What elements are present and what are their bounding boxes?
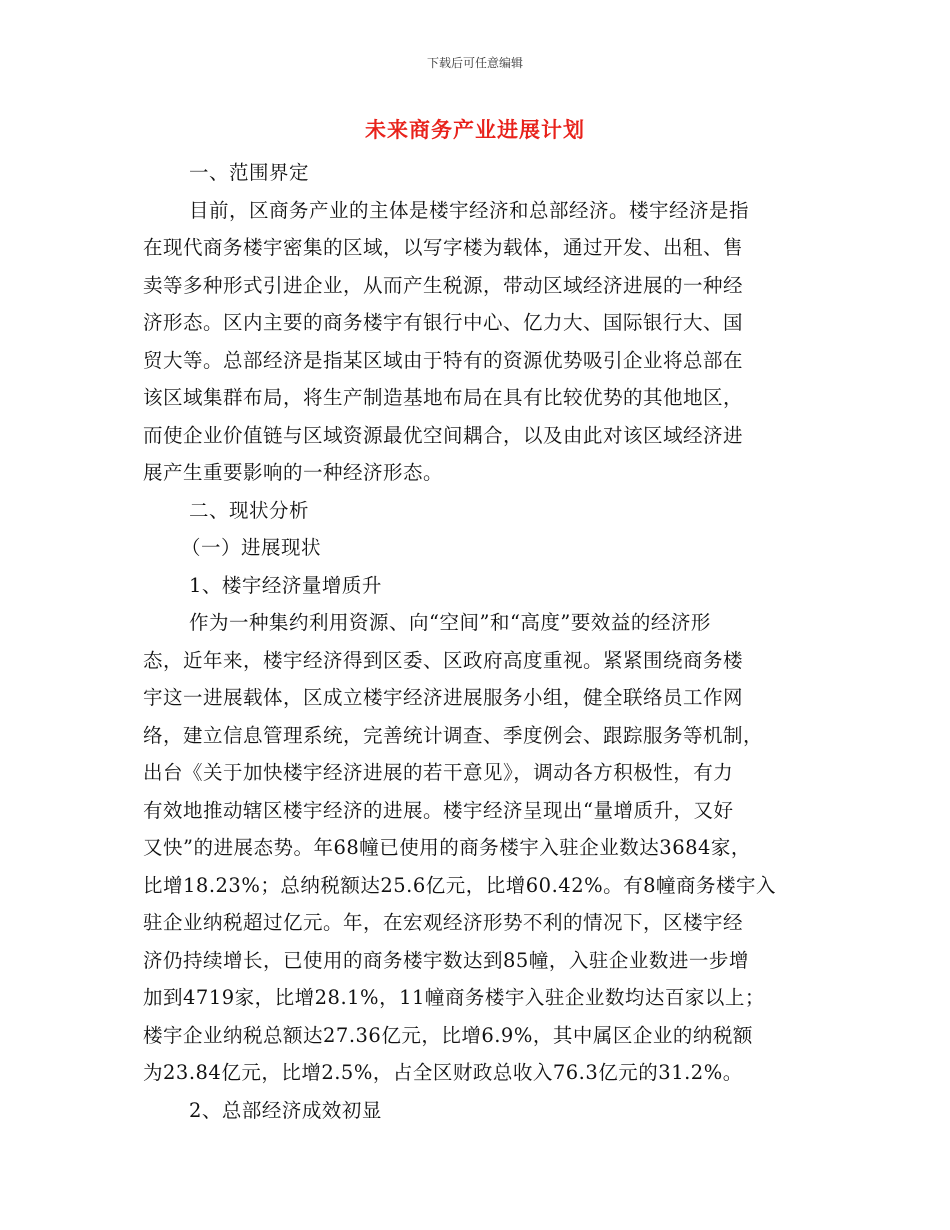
subsection-heading: 1、楼宇经济量增质升 [189,573,382,597]
subsection-heading: 2、总部经济成效初显 [189,1098,382,1122]
paragraph-line: 加到4719家，比增28.1%，11幢商务楼宇入驻企业数均达百家以上； [143,986,765,1009]
paragraph-line: 态，近年来，楼宇经济得到区委、区政府高度重视。紧紧围绕商务楼 [143,648,744,672]
subsection-heading: （一）进展现状 [181,536,322,559]
paragraph-line: 而使企业价值链与区域资源最优空间耦合，以及由此对该区域经济进 [143,423,744,447]
paragraph-line: 楼宇企业纳税总额达27.36亿元，比增6.9%，其中属区企业的纳税额 [143,1023,753,1047]
paragraph-line: 济形态。区内主要的商务楼宇有银行中心、亿力大、国际银行大、国 [143,311,744,334]
paragraph-line: 展产生重要影响的一种经济形态。 [143,461,444,484]
paragraph-line: 驻企业纳税超过亿元。年，在宏观经济形势不利的情况下，区楼宇经 [143,911,744,934]
paragraph-line: 该区域集群布局，将生产制造基地布局在具有比较优势的其他地区， [143,386,744,409]
section-heading: 二、现状分析 [189,498,310,522]
paragraph-line: 宇这一进展载体，区成立楼宇经济进展服务小组，健全联络员工作网 [143,686,744,709]
paragraph-line: 作为一种集约利用资源、向“空间”和“高度”要效益的经济形 [189,611,711,634]
paragraph-line: 又快”的进展态势。年68幢已使用的商务楼宇入驻企业数达3684家， [143,836,751,859]
header-note: 下载后可任意编辑 [426,56,523,70]
paragraph-line: 目前，区商务产业的主体是楼宇经济和总部经济。楼宇经济是指 [189,198,750,222]
paragraph-line: 有效地推动辖区楼宇经济的进展。楼宇经济呈现出“量增质升，又好 [143,798,734,822]
section-heading: 一、范围界定 [189,161,310,184]
paragraph-line: 济仍持续增长，已使用的商务楼宇数达到85幢，入驻企业数进一步增 [143,948,749,972]
paragraph-line: 贸大等。总部经济是指某区域由于特有的资源优势吸引企业将总部在 [143,348,744,372]
document-body [143,154,809,1129]
document-title: 未来商务产业进展计划 [365,117,585,142]
paragraph-line: 比增18.23%；总纳税额达25.6亿元，比增60.42%。有8幢商务楼宇入 [143,873,777,897]
paragraph-line: 络，建立信息管理系统，完善统计调查、季度例会、跟踪服务等机制， [143,723,764,747]
paragraph-line: 卖等多种形式引进企业，从而产生税源，带动区域经济进展的一种经 [143,273,744,297]
paragraph-line: 在现代商务楼宇密集的区域，以写字楼为载体，通过开发、出租、售 [143,236,744,259]
paragraph-line: 出台《关于加快楼宇经济进展的若干意见》，调动各方积极性，有力 [143,761,734,784]
paragraph-line: 为23.84亿元，比增2.5%，占全区财政总收入76.3亿元的31.2%。 [143,1061,743,1084]
